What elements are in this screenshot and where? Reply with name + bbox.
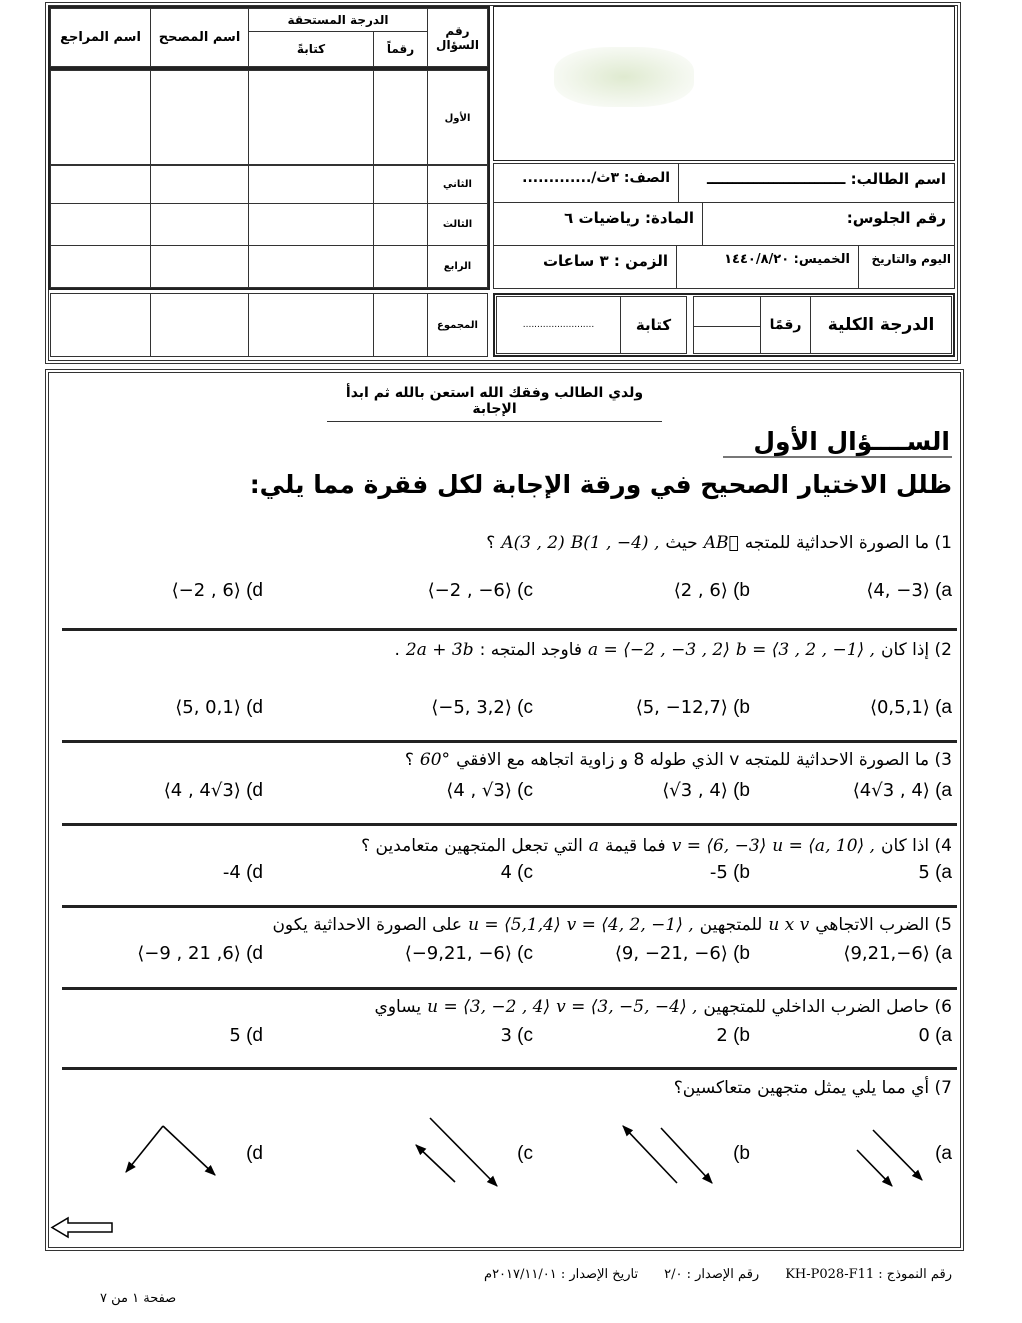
option-value: ⟨4√3 , 4⟩ <box>852 780 930 801</box>
question-text: فما قيمة <box>604 836 666 856</box>
written-dots: ......................... <box>522 320 595 330</box>
math-expression: B(1 , −4) , <box>570 533 660 553</box>
question-text: فاوجد المتجه : <box>479 640 583 660</box>
option-letter-paren: ( <box>727 780 740 801</box>
option-letter: d <box>252 1143 263 1164</box>
question-text: ؟ <box>404 750 414 770</box>
model-number: رقم النموذج : KH-P028-F11 <box>785 1267 952 1282</box>
row-label: الثاني <box>443 178 472 190</box>
question-text: حيث <box>665 533 698 553</box>
option-letter: a <box>941 1143 952 1164</box>
option-letter: b <box>739 862 750 883</box>
page-number: صفحة ١ من ٧ <box>100 1291 177 1306</box>
option-value: ⟨2 , 6⟩ <box>673 580 728 601</box>
option-letter: c <box>523 1025 533 1046</box>
header-label: الدرجة المستحقة <box>287 13 389 27</box>
option-value: 0 <box>918 1025 930 1046</box>
header-label: رقم السؤال <box>436 23 479 52</box>
total-grade-label: الدرجة الكلية <box>827 315 935 335</box>
option-value: ⟨−2 , 6⟩ <box>171 580 241 601</box>
option-letter-paren: ( <box>240 862 253 883</box>
option-letter: d <box>252 580 263 601</box>
total-label: المجموع <box>437 319 478 331</box>
option-letter-paren: ( <box>240 1025 253 1046</box>
option-letter: d <box>252 697 263 718</box>
math-expression: AB⃗ <box>703 533 739 553</box>
option-letter-paren: ( <box>935 1143 942 1164</box>
option-letter-paren: ( <box>517 1143 524 1164</box>
option-value: 5 <box>918 862 930 883</box>
option-letter: a <box>941 580 952 601</box>
question-text: 1) ما الصورة الاحداثية للمتجه <box>744 533 952 553</box>
option-letter-paren: ( <box>511 862 524 883</box>
day-date-value: الخميس: ١٤٤٠/٨/٢٠ <box>724 252 850 267</box>
instruction: ظلل الاختيار الصحيح في ورقة الإجابة لكل فقرة مما يلي: <box>249 470 952 499</box>
option-letter-paren: ( <box>929 862 942 883</box>
option-letter-paren: ( <box>929 580 942 601</box>
math-expression: u = ⟨a, 10⟩ , <box>772 836 875 856</box>
option-letter-paren: ( <box>511 1025 524 1046</box>
option-letter-paren: ( <box>511 580 524 601</box>
student-name-label: اسم الطالب: ـــــــــــــــــــــــــــ <box>706 170 946 188</box>
option-letter-paren: ( <box>240 697 253 718</box>
question-text: التي تجعل المتجهين متعامدين ؟ <box>361 836 583 856</box>
section-title: الســــؤال الأول <box>723 427 952 458</box>
question-text: 3) ما الصورة الاحداثية للمتجه v الذي طوله 8 و زاوية اتجاهه مع الافقي <box>456 750 952 770</box>
option-letter: b <box>739 943 750 964</box>
option-value: ⟨0,5,1⟩ <box>869 697 930 718</box>
option-value: ⟨√3 , 4⟩ <box>662 780 728 801</box>
option-letter: b <box>739 780 750 801</box>
header-label: اسم المصحح <box>158 30 241 45</box>
option-letter-paren: ( <box>511 943 524 964</box>
math-expression: u = ⟨5,1,4⟩ <box>468 915 561 935</box>
option-letter-paren: ( <box>727 697 740 718</box>
option-letter: c <box>523 862 533 883</box>
option-value: ⟨−2 , −6⟩ <box>427 580 512 601</box>
option-b-arrows <box>623 1126 712 1183</box>
option-letter-paren: ( <box>240 943 253 964</box>
option-value: ⟨−5, 3,2⟩ <box>431 697 512 718</box>
question-text: . <box>394 640 400 660</box>
option-letter: c <box>523 943 533 964</box>
option-letter-paren: ( <box>929 1025 942 1046</box>
option-letter: b <box>739 1143 750 1164</box>
option-letter-paren: ( <box>511 780 524 801</box>
option-value: -5 <box>709 862 728 883</box>
total-written-label: كتابة <box>635 316 672 334</box>
question-text: 6) حاصل الضرب الداخلي للمتجهين <box>703 997 952 1017</box>
footer <box>484 1267 952 1282</box>
option-letter: a <box>941 862 952 883</box>
option-letter: d <box>252 780 263 801</box>
seat-number-label: رقم الجلوس: <box>846 209 946 227</box>
option-value: ⟨9,21,−6⟩ <box>843 943 930 964</box>
option-value: 5 <box>229 1025 241 1046</box>
option-letter: d <box>252 862 263 883</box>
option-letter-paren: ( <box>929 943 942 964</box>
math-expression: 2a + 3b <box>405 640 474 660</box>
math-expression: b = ⟨3 , 2 , −1⟩ , <box>735 640 875 660</box>
total-numeric-label: رقمًا <box>769 317 802 333</box>
question-text: يساوي <box>374 997 422 1017</box>
issue-date: تاريخ الإصدار : ٢٠١٧/١١/٠١م <box>484 1267 639 1282</box>
math-expression: a <box>588 836 599 856</box>
intro-text: ولدي الطالب وفقك الله استعن بالله ثم ابدأ الإجابة <box>327 385 662 422</box>
math-expression: 60° <box>419 750 451 770</box>
option-letter-paren: ( <box>727 862 740 883</box>
math-expression: v = ⟨3, −5, −4⟩ , <box>556 997 698 1017</box>
option-value: ⟨5, −12,7⟩ <box>635 697 728 718</box>
math-expression: A(3 , 2) <box>501 533 565 553</box>
option-c-arrows <box>416 1118 497 1186</box>
row-label: الرابع <box>443 261 472 272</box>
question-text: ؟ <box>486 533 496 553</box>
option-value: ⟨4, −3⟩ <box>866 580 930 601</box>
question-text: 2) إذا كان <box>880 640 952 660</box>
math-expression: u = ⟨3, −2 , 4⟩ <box>427 997 551 1017</box>
time-value: الزمن : ٣ ساعات <box>542 252 668 270</box>
option-letter-paren: ( <box>246 1143 253 1164</box>
issue-number: رقم الإصدار : ٢/٠ <box>664 1267 760 1282</box>
math-expression: a = ⟨−2 , −3 , 2⟩ <box>588 640 730 660</box>
option-letter: c <box>523 1143 533 1164</box>
option-letter-paren: ( <box>929 697 942 718</box>
subject-label: المادة: رياضيات ٦ <box>564 209 694 227</box>
option-d-arrows <box>126 1126 215 1175</box>
option-letter: d <box>252 1025 263 1046</box>
option-value: 4 <box>500 862 512 883</box>
option-letter: b <box>739 1025 750 1046</box>
option-value: 3 <box>500 1025 512 1046</box>
header-label: اسم المراجع <box>60 30 141 45</box>
header-label: رقماً <box>386 42 415 56</box>
header-label: كتابةً <box>296 42 326 56</box>
math-expression: v = ⟨6, −3⟩ <box>671 836 767 856</box>
option-letter: a <box>941 697 952 718</box>
math-expression: u x v <box>768 915 810 935</box>
option-value: 2 <box>716 1025 728 1046</box>
row-label: الثالث <box>442 219 473 230</box>
option-value: ⟨−9,21, −6⟩ <box>404 943 512 964</box>
option-letter-paren: ( <box>240 580 253 601</box>
option-letter: b <box>739 697 750 718</box>
option-letter-paren: ( <box>511 697 524 718</box>
question-text: على الصورة الاحداثية يكون <box>272 915 463 935</box>
question-text: للمتجهين <box>699 915 763 935</box>
row-label: الأول <box>444 112 471 124</box>
option-letter-paren: ( <box>240 780 253 801</box>
option-value: ⟨9, −21, −6⟩ <box>614 943 728 964</box>
option-letter: d <box>252 943 263 964</box>
class-label: الصف: ٣ث/............. <box>522 170 670 186</box>
option-letter-paren: ( <box>733 1143 740 1164</box>
option-a-arrows <box>857 1130 922 1186</box>
math-expression: v = ⟨4, 2, −1⟩ , <box>566 915 694 935</box>
option-value: ⟨4 , 4√3⟩ <box>163 780 241 801</box>
back-arrow-icon[interactable] <box>52 1218 112 1237</box>
question-text: 7) أي مما يلي يمثل متجهين متعاكسين؟ <box>673 1078 952 1098</box>
question-text: 4) اذا كان <box>880 836 952 856</box>
option-letter: c <box>523 697 533 718</box>
option-value: ⟨5, 0,1⟩ <box>175 697 241 718</box>
option-letter: c <box>523 780 533 801</box>
option-letter-paren: ( <box>929 780 942 801</box>
option-letter: a <box>941 943 952 964</box>
option-letter-paren: ( <box>727 1025 740 1046</box>
option-value: -4 <box>222 862 241 883</box>
option-letter: b <box>739 580 750 601</box>
option-value: ⟨−9 , 21 ,6⟩ <box>137 943 241 964</box>
day-date-label: اليوم والتاريخ <box>871 252 951 266</box>
option-value: ⟨4 , √3⟩ <box>446 780 512 801</box>
option-letter-paren: ( <box>727 580 740 601</box>
option-letter: a <box>941 1025 952 1046</box>
option-letter: c <box>523 580 533 601</box>
option-letter-paren: ( <box>727 943 740 964</box>
question-text: 5) الضرب الاتجاهي <box>815 915 952 935</box>
option-letter: a <box>941 780 952 801</box>
